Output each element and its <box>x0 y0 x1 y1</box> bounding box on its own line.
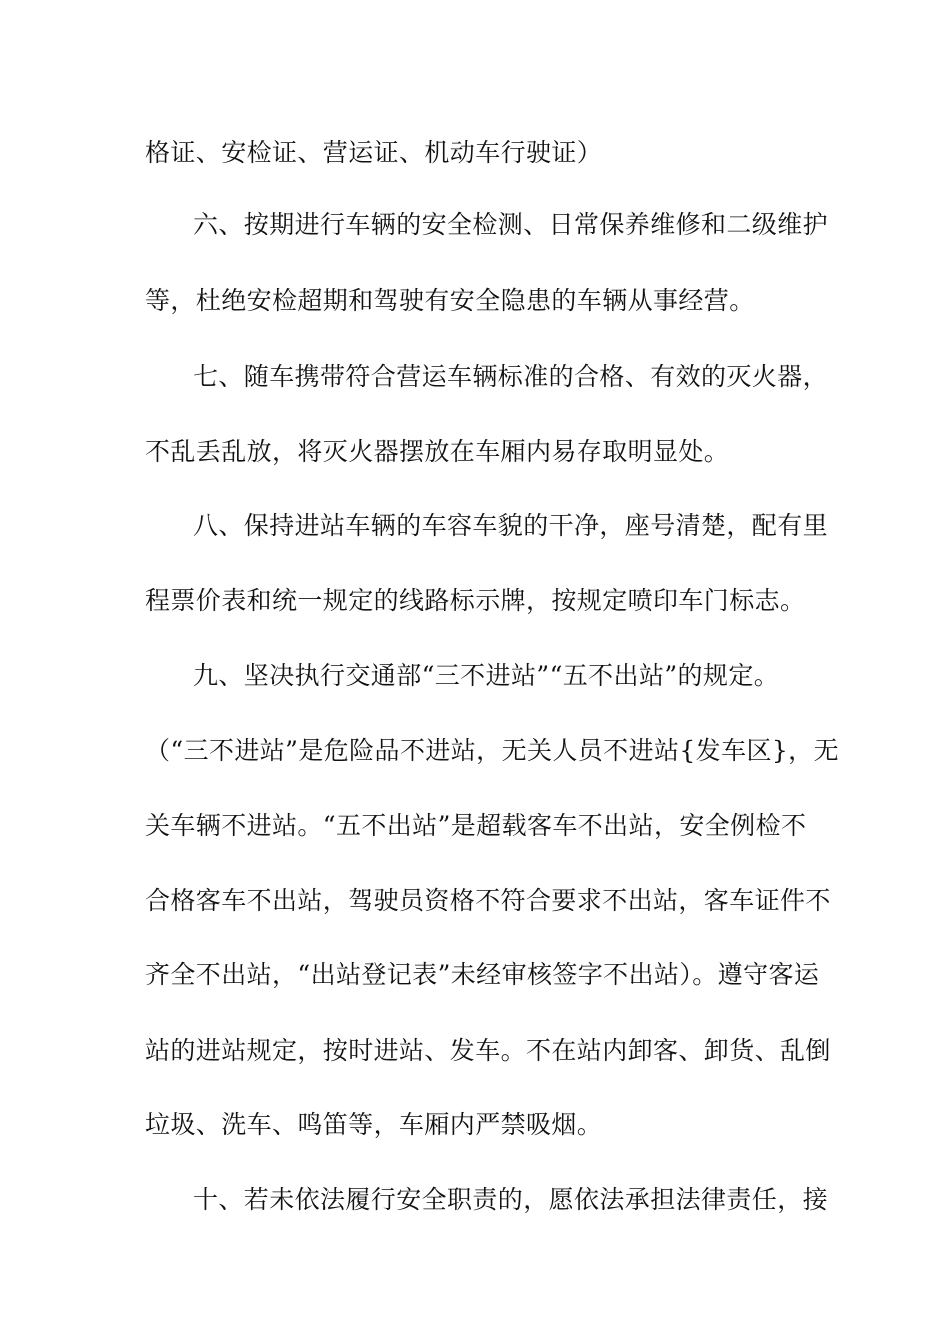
paragraph-seven-start: 七、随车携带符合营运车辆标准的合格、有效的灭火器， <box>193 362 829 391</box>
text-line: 齐全不出站，“出站登记表”未经审核签字不出站）。遵守客运 <box>145 960 820 989</box>
text-line: 程票价表和统一规定的线路标示牌，按规定喷印车门标志。 <box>145 586 806 615</box>
text-line: 格证、安检证、营运证、机动车行驶证） <box>145 138 603 167</box>
paragraph-eight-start: 八、保持进站车辆的车容车貌的干净，座号清楚，配有里 <box>193 511 829 540</box>
text-line: （“三不进站”是危险品不进站，无关人员不进站{发车区}，无 <box>145 736 839 765</box>
text-line: 合格客车不出站，驾驶员资格不符合要求不出站，客车证件不 <box>145 886 831 915</box>
text-line: 关车辆不进站。“五不出站”是超载客车不出站，安全例检不 <box>145 811 807 840</box>
text-line: 垃圾、洗车、鸣笛等，车厢内严禁吸烟。 <box>145 1110 603 1139</box>
paragraph-nine-start: 九、坚决执行交通部“三不进站”“五不出站”的规定。 <box>193 661 780 690</box>
paragraph-six-start: 六、按期进行车辆的安全检测、日常保养维修和二级维护 <box>193 210 829 239</box>
text-line: 站的进站规定，按时进站、发车。不在站内卸客、卸货、乱倒 <box>145 1036 831 1065</box>
paragraph-ten-start: 十、若未依法履行安全职责的，愿依法承担法律责任，接 <box>193 1185 829 1214</box>
text-line: 等，杜绝安检超期和驾驶有安全隐患的车辆从事经营。 <box>145 286 755 315</box>
text-line: 不乱丢乱放，将灭火器摆放在车厢内易存取明显处。 <box>145 437 730 466</box>
